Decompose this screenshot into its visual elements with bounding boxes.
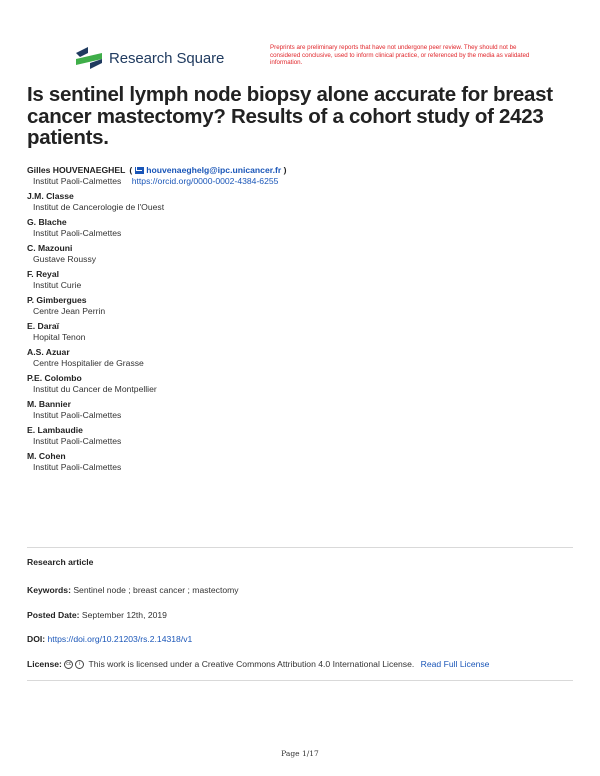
preprint-disclaimer: Preprints are preliminary reports that have not undergone peer review. They should not be considered conclusive, used to inform clinical practice, or referenced by the media as validated information. — [270, 44, 530, 67]
attribution-icon: i — [75, 660, 84, 669]
keywords-value: Sentinel node ; breast cancer ; mastectomy — [73, 585, 239, 595]
author — [27, 321, 567, 342]
author-name: C. Mazouni — [27, 243, 73, 253]
logo-text — [109, 50, 224, 67]
logo-word-research: Research — [109, 49, 173, 67]
author-name: P.E. Colombo — [27, 373, 82, 383]
article-type: Research article — [27, 557, 94, 567]
author-name: P. Gimbergues — [27, 295, 87, 305]
author-affiliation: Centre Jean Perrin — [33, 305, 106, 316]
author-affiliation: Centre Hospitalier de Grasse — [33, 357, 144, 368]
divider-top — [27, 547, 573, 548]
author-name: F. Reyal — [27, 269, 60, 279]
keywords-row — [27, 585, 239, 596]
doi-link[interactable]: https://doi.org/10.21203/rs.2.14318/v1 — [47, 634, 193, 644]
author-affiliation: Institut Curie — [33, 279, 82, 290]
author-name: M. Bannier — [27, 399, 71, 409]
license-label: License: — [27, 659, 62, 669]
author — [27, 217, 567, 238]
close-paren: ) — [281, 165, 287, 175]
author — [27, 269, 567, 290]
keywords-label: Keywords: — [27, 585, 71, 595]
author-affiliation: Institut Paoli-Calmettes — [33, 227, 122, 238]
author — [27, 347, 567, 368]
author-affiliation: Hopital Tenon — [33, 331, 86, 342]
author-name: M. Cohen — [27, 451, 66, 461]
posted-date-value: September 12th, 2019 — [81, 610, 167, 620]
author-name: E. Daraï — [27, 321, 60, 331]
author-affiliation: Institut Paoli-Calmettes — [33, 435, 122, 446]
author-name: G. Blache — [27, 217, 67, 227]
author-name: A.S. Azuar — [27, 347, 70, 357]
author — [27, 451, 567, 472]
author-affiliation: Institut du Cancer de Montpellier — [33, 383, 157, 394]
page-header — [0, 0, 600, 80]
author — [27, 191, 567, 212]
author — [27, 425, 567, 446]
logo-word-square: Square — [176, 49, 225, 67]
research-square-logo-icon — [76, 47, 102, 69]
creative-commons-icon: cc — [66, 661, 72, 668]
author — [27, 243, 567, 264]
doi-label: DOI: — [27, 634, 46, 644]
author-name: E. Lambaudie — [27, 425, 83, 435]
open-paren: ( — [129, 165, 133, 175]
read-full-license-link[interactable]: Read Full License — [420, 659, 490, 669]
doi-row — [27, 634, 192, 645]
page-number: Page 1/17 — [281, 749, 319, 758]
author-affiliation: Gustave Roussy — [33, 253, 97, 264]
affiliation-text: Institut Paoli-Calmettes — [33, 175, 122, 186]
orcid-link[interactable]: https://orcid.org/0000-0002-4384-6255 — [131, 175, 279, 186]
author-affiliation — [27, 176, 567, 187]
author — [27, 399, 567, 420]
license-text: This work is licensed under a Creative Commons Attribution 4.0 International License. — [88, 659, 415, 669]
author-affiliation: Institut de Cancerologie de l'Ouest — [33, 201, 165, 212]
author — [27, 373, 567, 394]
author-name: Gilles HOUVENAEGHEL — [27, 165, 126, 175]
posted-date-label: Posted Date: — [27, 610, 80, 620]
corresponding-author — [27, 165, 567, 186]
divider-bottom — [27, 680, 573, 681]
paper-title: Is sentinel lymph node biopsy alone accurate for breast cancer mastectomy? Results of a cohort study of 2423 patients. — [27, 83, 553, 149]
author-list — [27, 165, 567, 477]
posted-date-row — [27, 610, 167, 621]
author — [27, 295, 567, 316]
license-row — [27, 659, 489, 670]
research-square-logo[interactable] — [76, 47, 224, 69]
author-affiliation: Institut Paoli-Calmettes — [33, 461, 122, 472]
author-name: J.M. Classe — [27, 191, 74, 201]
author-email-link[interactable]: houvenaeghelg@ipc.unicancer.fr — [146, 165, 282, 175]
envelope-icon — [135, 167, 144, 174]
author-affiliation: Institut Paoli-Calmettes — [33, 409, 122, 420]
